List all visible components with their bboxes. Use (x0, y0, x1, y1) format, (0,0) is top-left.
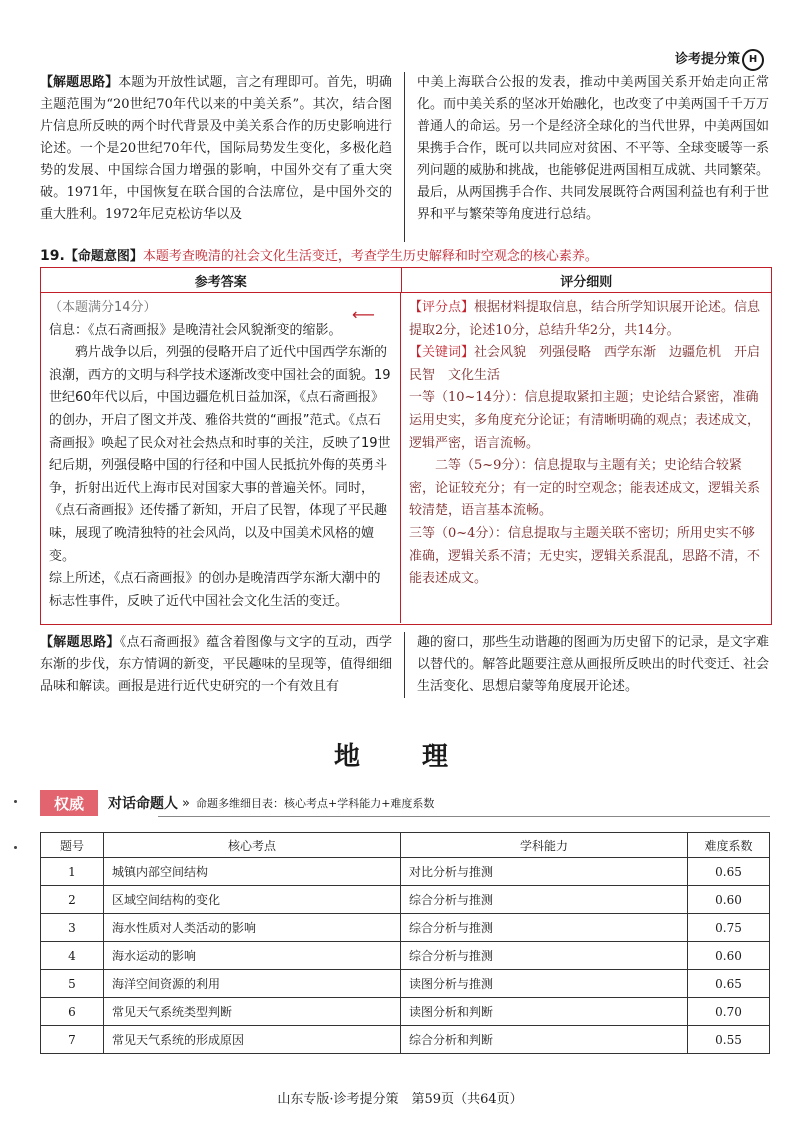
section-title: 地 理 (333, 742, 466, 772)
row-topic: 常见天气系统类型判断 (104, 998, 401, 1026)
row-difficulty: 0.55 (688, 1026, 770, 1054)
scoring-point-tag: 【评分点】 (409, 300, 475, 315)
row-no: 1 (41, 858, 104, 886)
table-row (41, 1026, 770, 1054)
header-no: 题号 (41, 833, 104, 858)
row-topic: 海水运动的影响 (104, 942, 401, 970)
geo-spec-table (40, 832, 770, 1054)
q19-analysis-tag: 【解题思路】 (40, 635, 120, 650)
scan-dot (14, 800, 17, 803)
header-topic: 核心考点 (104, 833, 401, 858)
table-row (41, 970, 770, 998)
row-topic: 城镇内部空间结构 (104, 858, 401, 886)
row-ability: 综合分析与推测 (401, 942, 688, 970)
row-difficulty: 0.65 (688, 858, 770, 886)
row-ability: 对比分析与推测 (401, 858, 688, 886)
authority-badge: 权威 (40, 790, 98, 816)
header-logo-badge: H (742, 49, 764, 71)
q18-analysis-right-text: 中美上海联合公报的发表，推动中美两国关系开始走向正常化。而中美关系的坚冰开始融化，也改变了中美两国千千万万普通人的命运。另一个是经济全球化的当代世界，中美两国如果携手合作，既可以共同应对贫困、不平等、全球变暖等一系列问题的威胁和挑战，也能够促进两国相互成就、共同繁荣。最后，从两国携手合作、共同发展既符合两国利益也有利于世界和平与繁荣等角度进行总结。 (417, 75, 769, 222)
table-row (41, 886, 770, 914)
tier-3: 三等（0~4分）：信息提取与主题关联不密切；所用史实不够准确，逻辑关系不清；无史实，逻辑关系混乱，思路不清，不能表述成文。 (409, 525, 761, 587)
header-logo (675, 48, 764, 71)
banner-underline (158, 816, 770, 817)
q19-intent-tag: 【命题意图】 (64, 249, 143, 264)
table-row (41, 998, 770, 1026)
keywords: 社会风貌 列强侵略 西学东渐 边疆危机 开启民智 文化生活 (409, 345, 761, 383)
scan-dot (14, 846, 17, 849)
banner-subtitle: 命题多维细目表：核心考点+学科能力+难度系数 (195, 797, 435, 810)
q19-intent (40, 245, 770, 264)
arrow-left-icon: ⟵ (352, 305, 375, 324)
row-difficulty: 0.75 (688, 914, 770, 942)
table-header-row (41, 833, 770, 858)
row-ability: 综合分析与推测 (401, 886, 688, 914)
row-no: 4 (41, 942, 104, 970)
row-no: 6 (41, 998, 104, 1026)
q19-analysis-right-text: 趣的窗口，那些生动谐趣的图画为历史留下的记录，是文字难以替代的。解答此题要注意从画报所反映出的时代变迁、社会生活变化、思想启蒙等角度展开论述。 (417, 635, 769, 694)
row-no: 7 (41, 1026, 104, 1054)
table-row (41, 858, 770, 886)
row-difficulty: 0.60 (688, 942, 770, 970)
row-no: 2 (41, 886, 104, 914)
table-row (41, 914, 770, 942)
q19-intent-text: 本题考查晚清的社会文化生活变迁，考查学生历史解释和时空观念的核心素养。 (142, 249, 598, 264)
col-header-answer: 参考答案 (41, 268, 402, 292)
row-ability: 综合分析与推测 (401, 914, 688, 942)
row-difficulty: 0.60 (688, 886, 770, 914)
row-ability: 读图分析和判断 (401, 998, 688, 1026)
row-ability: 综合分析和判断 (401, 1026, 688, 1054)
tier-2: 二等（5~9分）：信息提取与主题有关；史论结合较紧密，论证较充分；有一定的时空观念；能表述成文，逻辑关系较清楚，语言基本流畅。 (409, 458, 761, 519)
header-difficulty: 难度系数 (688, 833, 770, 858)
answer-info: 信息：《点石斋画报》是晚清社会风貌渐变的缩影。 (49, 322, 342, 338)
q19-answer-table (40, 267, 772, 625)
full-score: （本题满分14分） (49, 300, 157, 315)
row-no: 5 (41, 970, 104, 998)
q19-analysis-left-text: 《点石斋画报》蕴含着图像与文字的互动，西学东渐的步伐，东方情调的新变，平民趣味的呈现等，值得细细品味和解读。画报是进行近代史研究的一个有效且有 (40, 635, 392, 694)
row-difficulty: 0.65 (688, 970, 770, 998)
header-logo-text: 诊考提分策 (674, 52, 740, 67)
answer-summary: 综上所述，《点石斋画报》的创办是晚清西学东渐大潮中的标志性事件，反映了近代中国社会文化生活的变迁。 (49, 571, 381, 609)
q18-analysis-tag: 【解题思路】 (40, 75, 119, 90)
scoring-point: 根据材料提取信息，结合所学知识展开论述。信息提取2分，论述10分，总结升华2分，共14分。 (409, 300, 761, 338)
dialog-banner (40, 790, 770, 816)
row-ability: 读图分析与推测 (401, 970, 688, 998)
row-difficulty: 0.70 (688, 998, 770, 1026)
keyword-tag: 【关键词】 (409, 345, 475, 361)
q18-analysis (40, 72, 770, 242)
scoring-cell (401, 293, 771, 623)
tier-1: 一等（10~14分）：信息提取紧扣主题；史论结合紧密，准确运用史实，多角度充分论证；有清晰明确的观点；表述成文，逻辑严密，语言流畅。 (409, 390, 761, 451)
banner-title: 对话命题人 (108, 796, 179, 812)
row-topic: 海洋空间资源的利用 (104, 970, 401, 998)
column-divider (404, 72, 405, 242)
q18-analysis-left (40, 72, 392, 242)
table-row (41, 942, 770, 970)
row-no: 3 (41, 914, 104, 942)
header-ability: 学科能力 (401, 833, 688, 858)
q19-analysis-left (40, 632, 392, 698)
page-footer: 山东专版·诊考提分策 第59页（共64页） (277, 1092, 523, 1107)
col-header-scoring: 评分细则 (560, 274, 613, 290)
q18-analysis-left-text: 本题为开放性试题，言之有理即可。首先，明确主题范围为“20世纪70年代以来的中美关系”。其次，结合图片信息所反映的两个时代背景及中美关系合作的历史影响进行论述。一个是20世纪70年代，国际局势发生变化，多极化趋势的发展、中国综合国力增强的影响，中国外交有了重大突破。1971年，中国恢复在联合国的合法席位，是中国外交的重大胜利。1972年尼克松访华以及 (40, 75, 392, 222)
row-topic: 常见天气系统的形成原因 (104, 1026, 401, 1054)
q19-analysis-right (417, 632, 769, 698)
answer-cell (41, 293, 401, 623)
row-topic: 区域空间结构的变化 (104, 886, 401, 914)
row-topic: 海水性质对人类活动的影响 (104, 914, 401, 942)
q19-number: 19. (40, 248, 65, 264)
double-chevron-icon: » (182, 795, 190, 811)
answer-body: 鸦片战争以后，列强的侵略开启了近代中国西学东渐的浪潮，西方的文明与科学技术逐渐改变中国社会的面貌。19世纪60年代以后，中国边疆危机日益加深，《点石斋画报》的创办，开启了图文并茂、雅俗共赏的“画报”范式。《点石斋画报》唤起了民众对社会热点和时事的关注，反映了19世纪后期，列强侵略中国的行径和中国人民抵抗外侮的英勇斗争，折射出近代上海市民对国家大事的普遍关怀。同时，《点石斋画报》还传播了新知，开启了民智，体现了平民趣味，展现了晚清独特的社会风尚，以及中国美术风格的嬗变。 (49, 345, 391, 564)
q18-analysis-right (417, 72, 769, 242)
q19-analysis (40, 632, 770, 698)
column-divider (404, 632, 405, 698)
